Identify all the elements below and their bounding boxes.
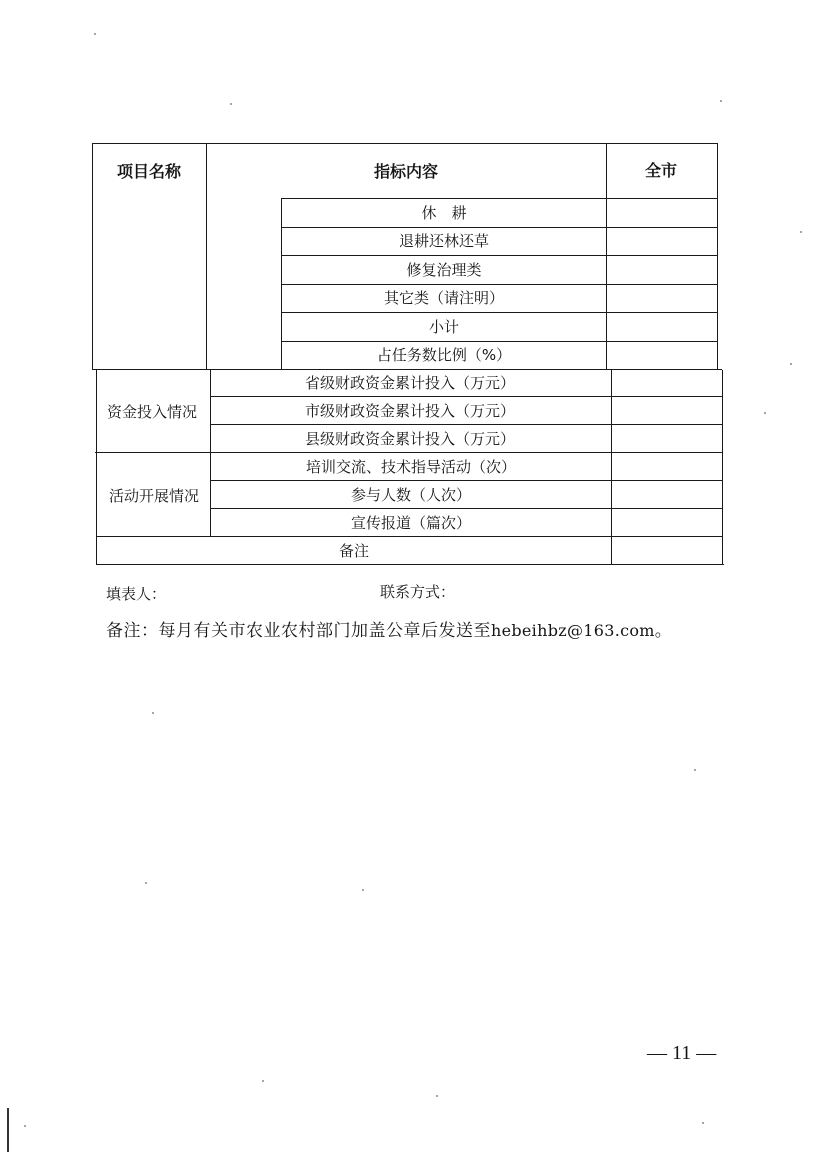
contact-label: 联系方式： [380,583,456,601]
remarks-label: 备注 [338,542,370,560]
table-border-right-lower [722,370,723,565]
value-cell-participants[interactable] [613,482,721,507]
value-cell-other[interactable] [608,286,716,311]
row-label-participants: 参与人数（人次） [350,486,472,504]
scan-speck [702,1122,704,1124]
scan-speck [362,889,364,891]
value-cell-task-ratio[interactable] [608,343,716,368]
row-label-return-forest: 退耕还林还草 [398,232,490,250]
value-cell-subtotal[interactable] [608,314,716,340]
filler-label: 填表人： [106,585,167,603]
header-city: 全市 [644,161,678,180]
row-label-publicity: 宣传报道（篇次） [350,514,472,532]
note-suffix: 。 [654,621,673,641]
row-label-task-ratio: 占任务数比例（%） [376,346,512,364]
scan-speck [720,100,722,102]
note-text: 备注：每月有关市农业农村部门加盖公章后发送至 [106,621,491,641]
section-title-activities: 活动开展情况 [108,487,200,505]
row-label-other: 其它类（请注明） [383,289,505,307]
value-cell-county-funds[interactable] [613,426,721,451]
table-border-left-upper [92,143,93,370]
scan-speck [152,712,154,714]
scan-speck [230,103,232,105]
scan-speck [94,33,96,35]
scan-edge-mark [7,1108,9,1152]
scan-speck [145,882,147,884]
value-cell-return-forest[interactable] [608,229,716,254]
scan-speck [800,231,802,233]
row-label-subtotal: 小计 [428,318,460,336]
section-title-funding: 资金投入情况 [106,403,198,421]
scan-speck [262,1080,264,1082]
scan-speck [790,363,792,365]
table-border-top [92,143,718,144]
col-divider-name [206,143,207,370]
row-label-training: 培训交流、技术指导活动（次） [305,458,517,476]
row-label-municipal-funds: 市级财政资金累计投入（万元） [304,402,516,420]
row-label-restoration: 修复治理类 [406,261,482,279]
row-label-county-funds: 县级财政资金累计投入（万元） [304,430,516,448]
value-cell-fallow[interactable] [608,200,716,226]
scan-speck [436,1095,438,1097]
value-cell-restoration[interactable] [608,257,716,283]
header-project-name: 项目名称 [116,162,182,181]
header-indicator: 指标内容 [373,162,439,181]
value-cell-municipal-funds[interactable] [613,398,721,423]
row-label-provincial-funds: 省级财政资金累计投入（万元） [304,374,516,392]
note-email: hebeihbz@163.com [491,621,655,640]
table-border-right-upper [717,143,718,370]
scan-speck [24,1125,26,1127]
scan-speck [764,412,766,414]
value-cell-remarks[interactable] [613,538,721,563]
submission-note [106,616,672,641]
value-cell-provincial-funds[interactable] [613,371,721,395]
value-cell-publicity[interactable] [613,510,721,535]
page-number: — 11 — [647,1042,717,1064]
value-cell-training[interactable] [613,454,721,479]
table-border-bottom [97,564,724,565]
scan-speck [694,769,696,771]
row-label-fallow: 休 耕 [421,204,467,222]
